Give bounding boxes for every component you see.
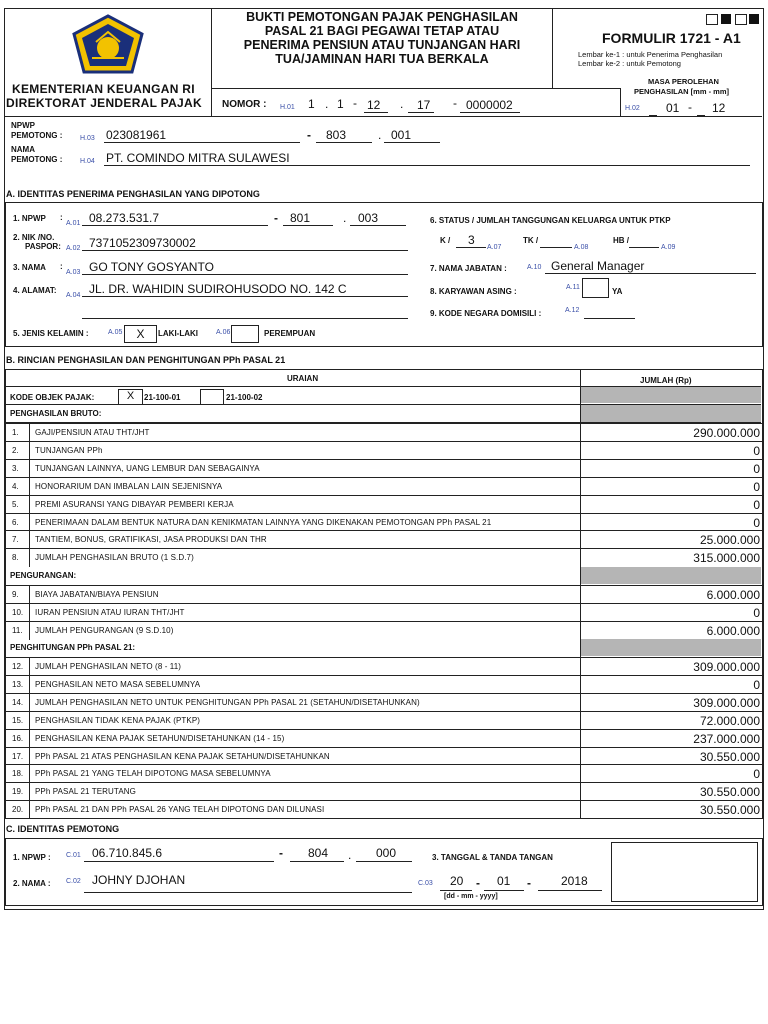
underline [538, 890, 602, 891]
c-nama-code: C.02 [66, 878, 81, 885]
nomor-sep: . [325, 97, 329, 111]
foreign-employee-checkbox[interactable] [582, 278, 609, 298]
masa-label-2: PENGHASILAN [mm - mm] [634, 87, 730, 96]
row-number: 11. [12, 625, 23, 635]
row-amount: 315.000.000 [693, 551, 760, 566]
underline [456, 247, 486, 248]
ministry-name: KEMENTERIAN KEUANGAN RI [12, 82, 195, 96]
bruto-heading: PENGHASILAN BRUTO: [10, 409, 102, 418]
table-row [5, 513, 763, 532]
form-number: FORMULIR 1721 - A1 [602, 30, 741, 46]
nomor-part: 1 [308, 97, 315, 111]
nomor-part: 12 [367, 98, 381, 112]
row-description: TUNJANGAN LAINNYA, UANG LEMBUR DAN SEBAGAINYA [35, 463, 260, 473]
c-npwp-dot: . [348, 848, 352, 862]
nomor-underline [364, 112, 388, 113]
table-row [5, 548, 763, 567]
a-alamat-value: JL. DR. WAHIDIN SUDIROHUSODO NO. 142 C [89, 282, 347, 296]
a-npwp-3: 003 [358, 211, 379, 225]
nomor-code: H.01 [280, 104, 295, 111]
row-divider [29, 549, 30, 567]
npwp-dash: - [307, 128, 311, 142]
label-line: PEMOTONG : [11, 131, 63, 140]
c-ttd-label: 3. TANGGAL & TANDA TANGAN [432, 853, 553, 862]
a-jabatan-code: A.10 [527, 264, 542, 271]
row-description: PENGHASILAN TIDAK KENA PAJAK (PTKP) [35, 715, 201, 725]
table-row [5, 675, 763, 694]
masa-label: MASA PEROLEHAN [648, 77, 719, 86]
a-tk-label: TK / [523, 236, 539, 245]
header-divider-right [552, 8, 553, 88]
c-date-dash: - [476, 876, 480, 890]
underline [82, 274, 408, 275]
row-amount: 0 [753, 677, 760, 692]
table-row [5, 747, 763, 766]
nomor-part: 1 [337, 97, 344, 111]
npwp-dot: . [378, 128, 382, 142]
row-amount: 290.000.000 [693, 426, 760, 440]
row-divider [29, 694, 30, 712]
row-amount: 30.550.000 [699, 803, 760, 818]
row-divider [29, 531, 30, 549]
underline [629, 247, 659, 248]
masa-from: 01 [666, 101, 680, 115]
row-description: PPh PASAL 21 TERUTANG [35, 787, 136, 797]
row-number: 4. [12, 481, 19, 491]
row-description: BIAYA JABATAN/BIAYA PENSIUN [35, 590, 159, 599]
table-row [5, 729, 763, 748]
row-description: PENERIMAAN DALAM BENTUK NATURA DAN KENIKMATAN LAINNYA YANG DIKENAKAN PEMOTONGAN PPh PASAL 21 [35, 517, 492, 527]
row-number: 17. [12, 751, 24, 761]
row-description: TANTIEM, BONUS, GRATIFIKASI, JASA PRODUKSI DAN THR [35, 535, 267, 545]
row-amount: 309.000.000 [693, 660, 760, 674]
table-row [5, 495, 763, 514]
row-amount: 0 [753, 605, 760, 620]
kode-1-label: 21-100-01 [144, 393, 181, 402]
c-npwp-1: 06.710.845.6 [92, 846, 163, 860]
row-divider [29, 748, 30, 766]
penghitungan-heading: PENGHITUNGAN PPh PASAL 21: [10, 643, 136, 652]
row-divider [29, 460, 30, 478]
row-description: JUMLAH PENGURANGAN (9 S.D.10) [35, 625, 174, 635]
a-colon: : [60, 262, 63, 271]
c-date-dash: - [527, 876, 531, 890]
a-nama-value: GO TONY GOSYANTO [89, 260, 214, 274]
a-nama-label: 3. NAMA [13, 263, 46, 272]
row-amount: 30.550.000 [699, 749, 760, 764]
a-npwp-label: 1. NPWP [13, 214, 46, 223]
c-date-code: C.03 [418, 880, 433, 887]
shaded-cell [581, 567, 761, 584]
row-amount: 72.000.000 [699, 713, 760, 728]
row-amount: 0 [753, 515, 760, 530]
signature-box[interactable] [611, 842, 758, 902]
directorate-name: DIREKTORAT JENDERAL PAJAK [6, 96, 202, 110]
djp-logo [72, 14, 144, 76]
npwp-pemotong-1: 023081961 [106, 128, 167, 142]
label-line: 2. NIK /NO. [13, 233, 55, 242]
table-row [5, 477, 763, 496]
npwp-pemotong-2: 803 [326, 128, 347, 142]
underline [82, 318, 408, 319]
row-number: 12. [12, 662, 24, 671]
row-description: PPh PASAL 21 DAN PPh PASAL 26 YANG TELAH DIPOTONG DAN DILUNASI [35, 805, 325, 815]
c-npwp-code: C.01 [66, 852, 81, 859]
masa-code: H.02 [625, 105, 640, 112]
a-jk-code: A.05 [108, 329, 123, 336]
nomor-part: 0000002 [466, 98, 513, 112]
underline [104, 165, 750, 166]
lembar-1-note: Lembar ke-1 : untuk Penerima Penghasilan [578, 50, 723, 59]
a-npwp-code: A.01 [66, 220, 81, 227]
row-divider [29, 676, 30, 694]
masa-dash: - [688, 100, 692, 114]
a-asing-code: A.11 [566, 284, 580, 291]
underline [350, 225, 406, 226]
row-divider [29, 604, 30, 622]
table-row [5, 800, 763, 819]
row-amount: 0 [753, 497, 760, 512]
a-jabatan-label: 7. NAMA JABATAN : [430, 264, 507, 273]
form-title-line: PASAL 21 BAGI PEGAWAI TETAP ATAU [264, 24, 500, 38]
npwp-pemotong-code: H.03 [80, 135, 95, 142]
row-number: 6. [12, 517, 19, 527]
c-nama-value: JOHNY DJOHAN [92, 873, 186, 887]
row-number: 14. [12, 697, 24, 707]
col-uraian-header: URAIAN [287, 374, 319, 383]
a-npwp-dash: - [274, 211, 278, 225]
form-title-line: BUKTI PEMOTONGAN PAJAK PENGHASILAN [246, 10, 518, 24]
shaded-cell [581, 639, 761, 656]
a-nik-code: A.02 [66, 245, 81, 252]
gender-male-label: LAKI-LAKI [158, 329, 198, 338]
kode-21-100-01-checkbox[interactable] [118, 389, 143, 405]
row-divider [29, 442, 30, 460]
row-number: 19. [12, 787, 24, 797]
a-jk-code: A.06 [216, 329, 231, 336]
gender-male-mark: X [136, 327, 145, 341]
row-divider [29, 496, 30, 514]
underline [316, 142, 372, 143]
gender-female-label: PEREMPUAN [264, 329, 316, 338]
row-amount: 0 [753, 479, 760, 494]
masa-to: 12 [712, 101, 726, 115]
c-npwp-2: 804 [308, 846, 329, 860]
npwp-pemotong-label [11, 121, 62, 141]
gender-female-checkbox[interactable] [231, 325, 259, 343]
row-description: JUMLAH PENGHASILAN NETO UNTUK PENGHITUNGAN PPh PASAL 21 (SETAHUN/DISETAHUNKAN) [35, 697, 420, 707]
row-number: 16. [12, 733, 24, 743]
section-a-title: A. IDENTITAS PENERIMA PENGHASILAN YANG DIPOTONG [6, 189, 260, 199]
a-negara-code: A.12 [565, 307, 580, 314]
row-description: PENGHASILAN KENA PAJAK SETAHUN/DISETAHUNKAN (14 - 15) [35, 733, 285, 743]
row-divider [29, 424, 30, 442]
underline [283, 225, 333, 226]
row-amount: 6.000.000 [706, 588, 760, 602]
row-divider [29, 765, 30, 783]
nama-pemotong-value: PT. COMINDO MITRA SULAWESI [106, 151, 290, 165]
a-tk-code: A.08 [574, 244, 589, 251]
label-line: PASPOR: [25, 242, 61, 251]
row-number: 20. [12, 805, 24, 815]
kode-1-mark: X [126, 390, 135, 402]
npwp-pemotong-3: 001 [391, 128, 412, 142]
sheet-marks [706, 14, 760, 24]
section-c-title: C. IDENTITAS PEMOTONG [6, 824, 120, 834]
masa-underline [697, 115, 705, 116]
table-row [5, 423, 763, 442]
c-npwp-dash: - [279, 846, 283, 860]
table-row [5, 782, 763, 801]
underline [104, 142, 300, 143]
a-k-label: K / [440, 236, 451, 245]
row-amount: 0 [753, 443, 760, 458]
row-description: PENGHASILAN NETO MASA SEBELUMNYA [35, 679, 201, 689]
row-description: JUMLAH PENGHASILAN BRUTO (1 S.D.7) [35, 553, 194, 563]
a-jabatan-value: General Manager [551, 259, 645, 273]
row-number: 2. [12, 445, 19, 455]
row-divider [29, 783, 30, 801]
table-row [5, 603, 763, 622]
gender-male-checkbox[interactable] [124, 325, 157, 343]
row-description: HONORARIUM DAN IMBALAN LAIN SEJENISNYA [35, 481, 223, 491]
row-number: 1. [12, 428, 19, 437]
row-number: 8. [12, 553, 19, 563]
nama-pemotong-label [11, 145, 62, 165]
row-divider [29, 712, 30, 730]
row-description: PREMI ASURANSI YANG DIBAYAR PEMBERI KERJA [35, 499, 234, 509]
a-negara-label: 9. KODE NEGARA DOMISILI : [430, 309, 542, 318]
underline [356, 861, 412, 862]
underline [82, 250, 408, 251]
kode-21-100-02-checkbox[interactable] [200, 389, 224, 405]
nama-pemotong-code: H.04 [80, 158, 95, 165]
nomor-sep: - [453, 96, 457, 110]
table-row [5, 459, 763, 478]
row-number: 9. [12, 590, 19, 599]
underline [440, 890, 472, 891]
a-asing-ya: YA [612, 287, 623, 296]
row-divider [29, 478, 30, 496]
a-jk-label: 5. JENIS KELAMIN : [13, 329, 89, 338]
row-amount: 237.000.000 [693, 731, 760, 746]
c-date-yyyy: 2018 [561, 874, 588, 888]
row-divider [29, 730, 30, 748]
label-line: PEMOTONG : [11, 155, 63, 164]
row-description: PPh PASAL 21 ATAS PENGHASILAN KENA PAJAK SETAHUN/DISETAHUNKAN [35, 751, 330, 761]
a-hb-code: A.09 [661, 244, 676, 251]
row-divider [29, 514, 30, 532]
table-row [5, 711, 763, 730]
col-jumlah-header: JUMLAH (Rp) [640, 376, 692, 385]
nomor-underline [408, 112, 434, 113]
table-row [5, 621, 763, 640]
table-row [5, 657, 763, 676]
row-number: 3. [12, 463, 19, 473]
table-row [5, 764, 763, 783]
row-description: PPh PASAL 21 YANG TELAH DIPOTONG MASA SEBELUMNYA [35, 769, 271, 779]
a-nik-label [13, 233, 61, 251]
table-row [5, 441, 763, 460]
a-npwp-dot: . [343, 211, 347, 225]
row-description: TUNJANGAN PPh [35, 445, 103, 455]
underline [545, 273, 756, 274]
a-hb-label: HB / [613, 236, 629, 245]
kode-2-label: 21-100-02 [226, 393, 263, 402]
row-amount: 0 [753, 767, 760, 782]
row-amount: 309.000.000 [693, 695, 760, 710]
underline [82, 296, 408, 297]
nomor-sep: . [400, 97, 404, 111]
row-number: 5. [12, 499, 19, 509]
lembar-2-note: Lembar ke-2 : untuk Pemotong [578, 59, 681, 68]
form-title-line: TUA/JAMINAN HARI TUA BERKALA [275, 52, 489, 66]
pengurangan-heading: PENGURANGAN: [10, 571, 77, 580]
c-nama-label: 2. NAMA : [13, 879, 51, 888]
a-nik-value: 7371052309730002 [89, 236, 196, 250]
a-status-label: 6. STATUS / JUMLAH TANGGUNGAN KELUARGA UNTUK PTKP [430, 216, 671, 225]
row-number: 10. [12, 607, 24, 617]
underline [84, 892, 412, 893]
c-npwp-3: 000 [376, 846, 397, 860]
underline [82, 225, 268, 226]
row-amount: 0 [753, 461, 760, 476]
a-k-code: A.07 [487, 244, 502, 251]
a-k-value: 3 [468, 233, 475, 247]
row-number: 18. [12, 769, 24, 779]
row-divider [29, 658, 30, 676]
underline [84, 861, 274, 862]
a-asing-label: 8. KARYAWAN ASING : [430, 287, 517, 296]
row-number: 7. [12, 535, 19, 545]
c-date-mm: 01 [497, 874, 511, 888]
nomor-sep: - [353, 96, 357, 110]
kode-objek-label: KODE OBJEK PAJAK: [10, 393, 95, 402]
a-nama-code: A.03 [66, 269, 81, 276]
label-line: NAMA [11, 145, 35, 154]
nomor-part: 17 [417, 98, 431, 112]
a-alamat-code: A.04 [66, 292, 81, 299]
underline [484, 890, 524, 891]
row-amount: 25.000.000 [699, 533, 760, 548]
row-divider [29, 586, 30, 604]
label-line: NPWP [11, 121, 35, 130]
nomor-label: NOMOR : [222, 99, 267, 110]
form-title-line: PENERIMA PENSIUN ATAU TUNJANGAN HARI [243, 38, 521, 52]
a-alamat-label: 4. ALAMAT: [13, 286, 57, 295]
underline [540, 247, 572, 248]
underline [584, 318, 635, 319]
row-amount: 30.550.000 [699, 785, 760, 800]
masa-underline [649, 115, 657, 116]
c-date-dd: 20 [450, 874, 464, 888]
table-row [5, 530, 763, 549]
row-number: 15. [12, 715, 24, 725]
section-b-title: B. RINCIAN PENGHASILAN DAN PENGHITUNGAN PPh PASAL 21 [6, 355, 286, 365]
row-divider [29, 622, 30, 640]
table-row [5, 585, 763, 604]
row-description: JUMLAH PENGHASILAN NETO (8 - 11) [35, 662, 182, 671]
shaded-cell [581, 387, 761, 403]
underline [384, 142, 440, 143]
c-date-format: [dd - mm - yyyy] [444, 893, 498, 900]
form-title [214, 10, 550, 66]
a-npwp-1: 08.273.531.7 [89, 211, 160, 225]
row-amount: 6.000.000 [706, 623, 760, 638]
underline [290, 861, 344, 862]
row-number: 13. [12, 679, 24, 689]
row-description: IURAN PENSIUN ATAU IURAN THT/JHT [35, 607, 185, 617]
table-row [5, 693, 763, 712]
nomor-underline [460, 112, 520, 113]
a-npwp-2: 801 [290, 211, 311, 225]
shaded-cell [581, 405, 761, 422]
row-description: GAJI/PENSIUN ATAU THT/JHT [35, 428, 150, 437]
c-npwp-label: 1. NPWP : [13, 853, 51, 862]
a-colon: : [60, 213, 63, 222]
row-divider [29, 801, 30, 819]
